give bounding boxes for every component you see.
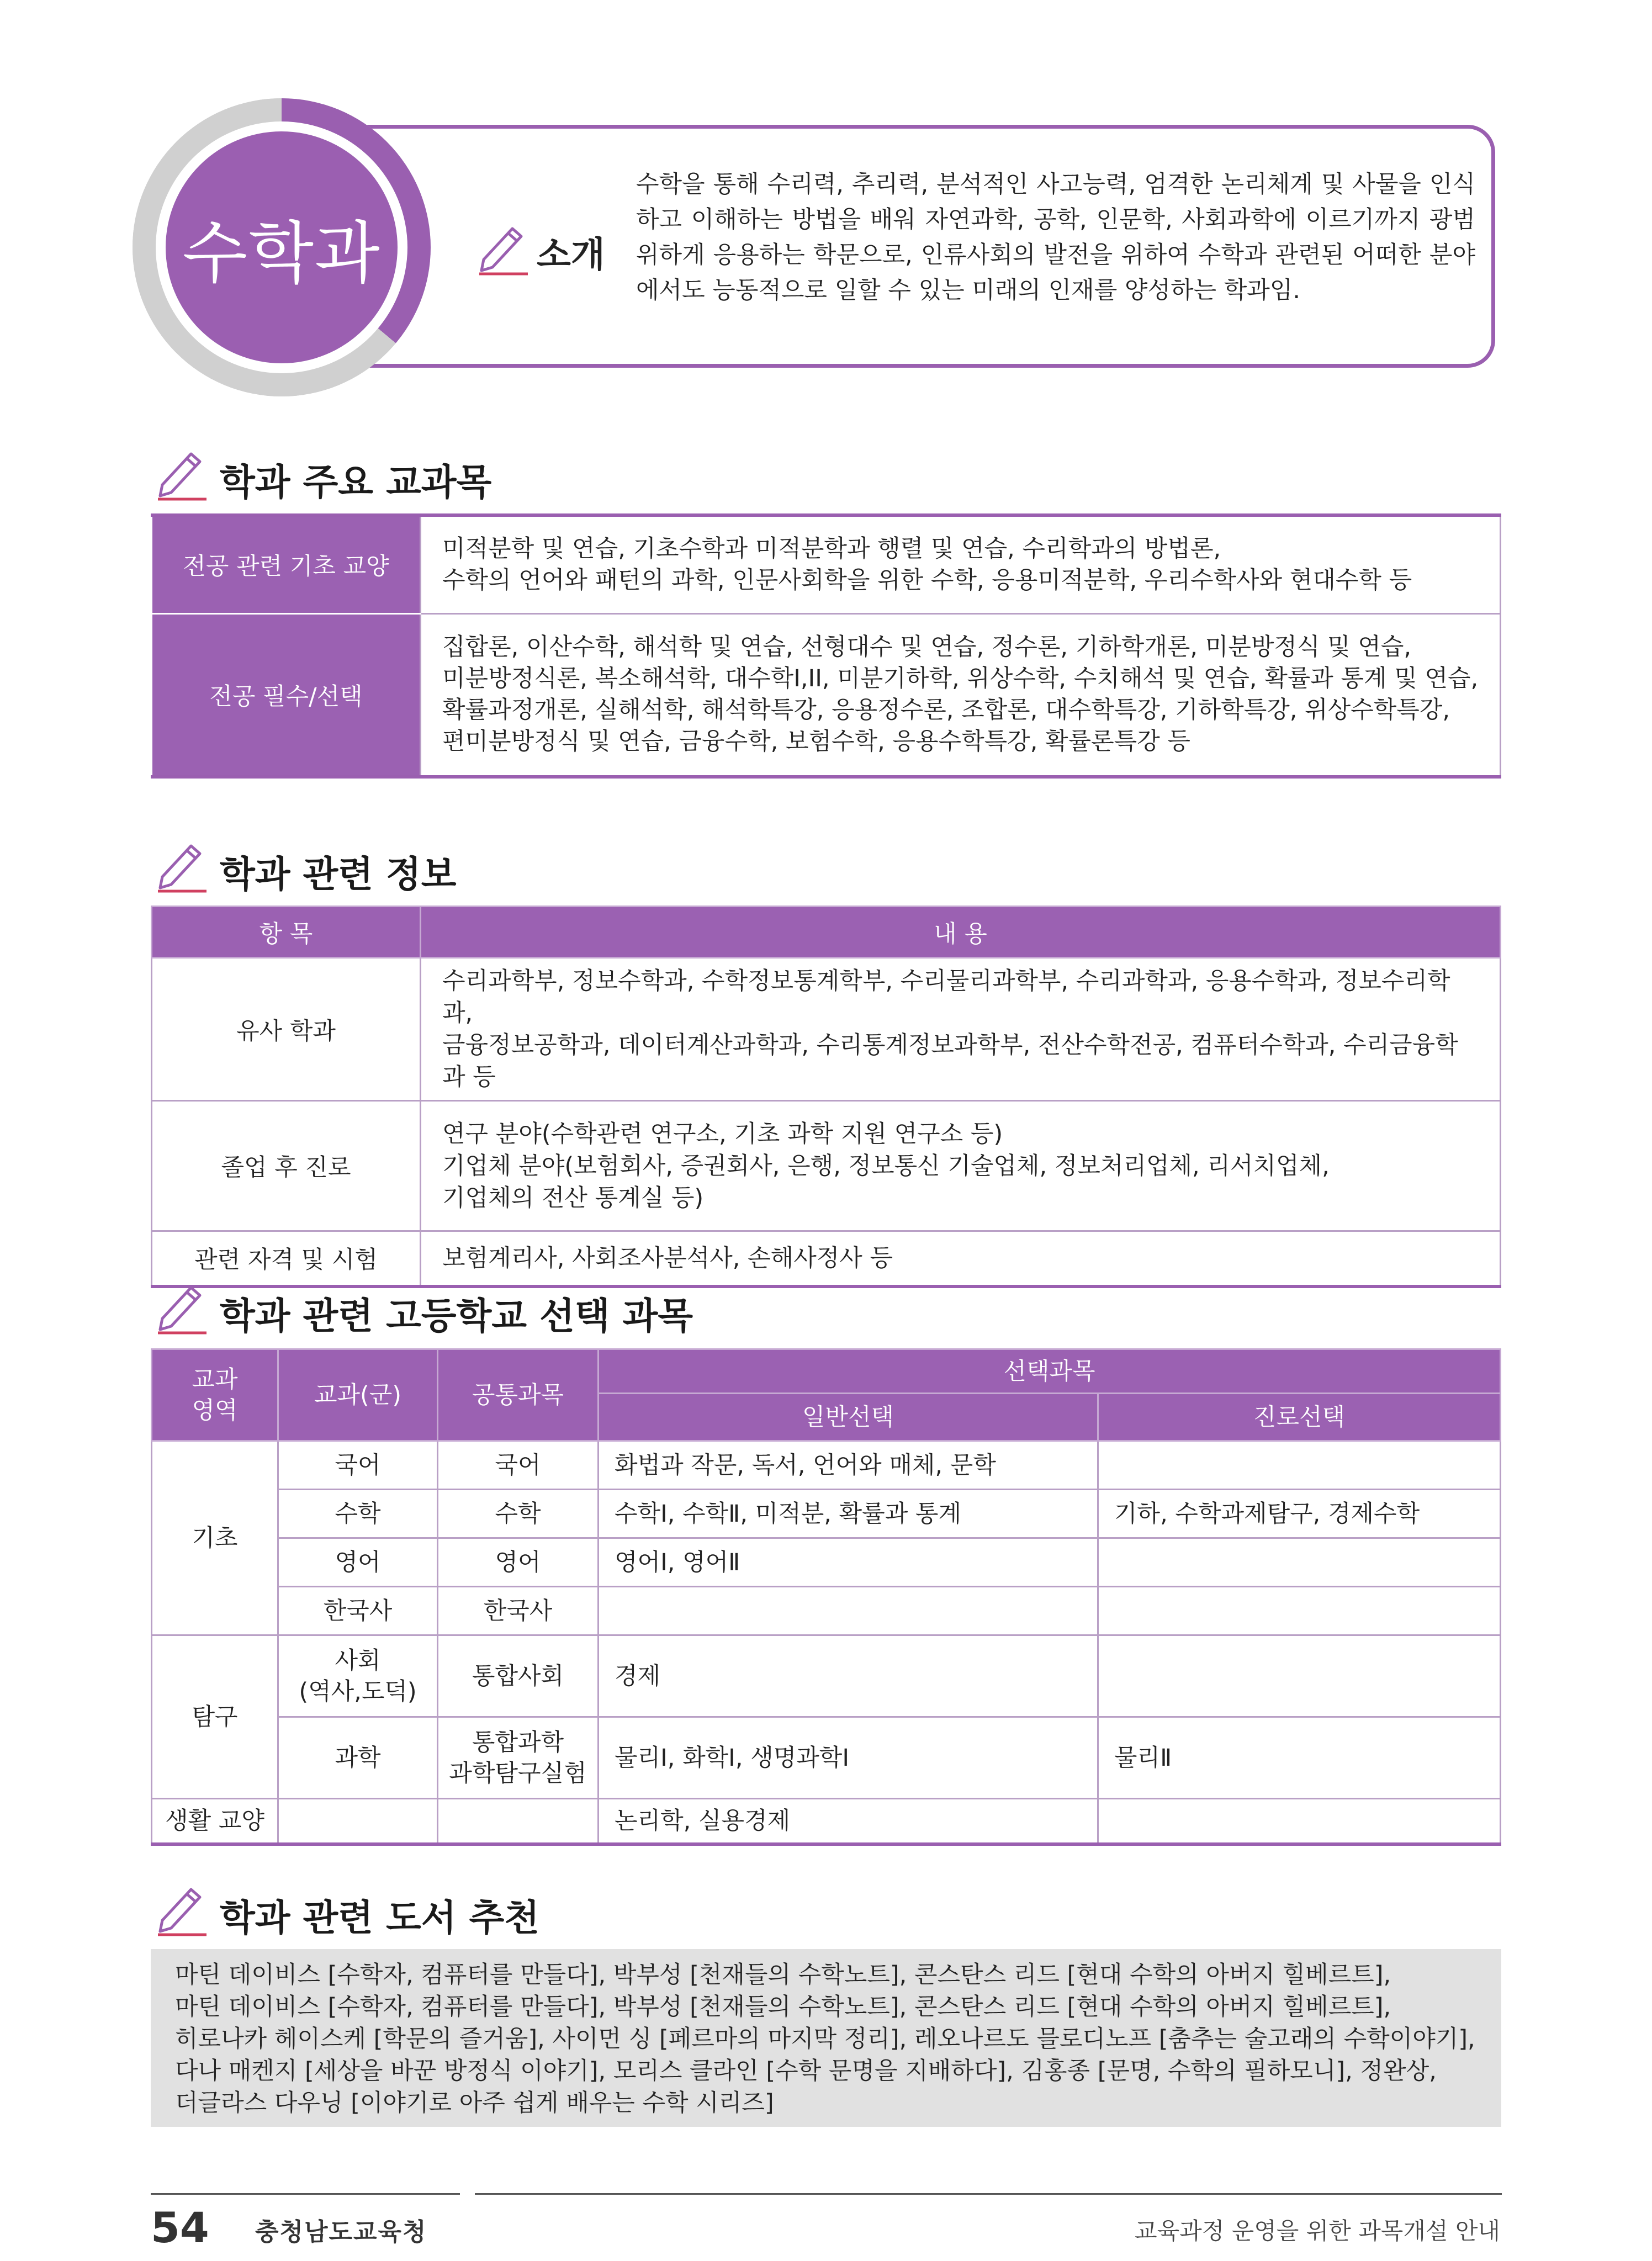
common-cell: 영어 bbox=[438, 1538, 599, 1587]
common-cell: 수학 bbox=[438, 1490, 599, 1538]
text-line: 연구 분야(수학관련 연구소, 기초 과학 지원 연구소 등) bbox=[442, 1120, 1003, 1148]
career-cell bbox=[1098, 1587, 1501, 1635]
header-content: 내 용 bbox=[421, 907, 1501, 958]
header-general: 일반선택 bbox=[599, 1394, 1098, 1441]
group-cell: 수학 bbox=[278, 1490, 438, 1538]
book-line: 다나 매켄지 [세상을 바꾼 방정식 이야기], 모리스 클라인 [수학 문명을 지배하다], 김홍종 [문명, 수학의 필하모니], 정완상, bbox=[175, 2057, 1437, 2085]
text-line: 미적분학 및 연습, 기초수학과 미적분학과 행렬 및 연습, 수리학과의 방법론, bbox=[442, 534, 1221, 563]
area-cell: 기초 bbox=[152, 1441, 278, 1635]
table-row bbox=[152, 1587, 1501, 1635]
career-cell: 물리Ⅱ bbox=[1098, 1717, 1501, 1799]
common-cell bbox=[438, 1717, 599, 1799]
area-cell: 탐구 bbox=[152, 1635, 278, 1799]
book-recommendations bbox=[151, 1949, 1501, 2127]
general-cell bbox=[599, 1587, 1098, 1635]
table-row bbox=[152, 1717, 1501, 1799]
text-line: 금융정보공학과, 데이터계산과학과, 수리통계정보과학부, 전산수학전공, 컴퓨터수학과, 수리금융학과 등 bbox=[442, 1031, 1458, 1091]
intro-label: 소개 bbox=[537, 235, 605, 276]
pencil-icon bbox=[152, 1275, 208, 1336]
pencil-icon bbox=[152, 834, 208, 894]
table-header-row bbox=[152, 907, 1501, 958]
table-header-row bbox=[152, 1349, 1501, 1394]
book-line: 더글라스 다우닝 [이야기로 아주 쉽게 배우는 수학 시리즈] bbox=[175, 2089, 774, 2117]
group-cell: 과학 bbox=[278, 1717, 438, 1799]
dept-info-table bbox=[151, 906, 1501, 1288]
text-line: 수학의 언어와 패턴의 과학, 인문사회학을 위한 수학, 응용미적분학, 우리수학사와 현대수학 등 bbox=[442, 566, 1412, 594]
intro-text: 수학을 통해 수리력, 추리력, 분석적인 사고능력, 엄격한 논리체계 및 사물을 인식하고 이해하는 방법을 배워 자연과학, 공학, 인문학, 사회과학에 이르기까지 광범위하게 응용하는 학문으로, 인류사회의 발전을 위하여 수학과 관련된 어떠한 분야에서도 능동적으로 일할 수 있는 미래의 인재를 양성하는 학과임. bbox=[636, 171, 1475, 304]
table-row bbox=[152, 1635, 1501, 1717]
career-cell bbox=[1098, 1799, 1501, 1844]
book-line: 히로나카 헤이스케 [학문의 즐거움], 사이먼 싱 [페르마의 마지막 정리], 레오나르도 믈로디노프 [춤추는 술고래의 수학이야기], bbox=[175, 2025, 1475, 2053]
group-cell bbox=[278, 1799, 438, 1844]
row-value bbox=[421, 515, 1501, 613]
cell-line: 과학탐구실험 bbox=[449, 1759, 587, 1787]
row-value bbox=[421, 1101, 1501, 1231]
row-label: 유사 학과 bbox=[152, 958, 421, 1101]
common-cell: 한국사 bbox=[438, 1587, 599, 1635]
text-line: 보험계리사, 사회조사분석사, 손해사정사 등 bbox=[442, 1244, 893, 1272]
group-cell: 한국사 bbox=[278, 1587, 438, 1635]
section-title-hs-subjects: 학과 관련 고등학교 선택 과목 bbox=[220, 1295, 693, 1337]
cell-line: (역사,도덕) bbox=[299, 1677, 417, 1706]
header-group: 교과(군) bbox=[278, 1349, 438, 1441]
header-text: 영역 bbox=[192, 1396, 238, 1425]
group-cell: 영어 bbox=[278, 1538, 438, 1587]
footer-divider bbox=[151, 2193, 460, 2195]
row-value bbox=[421, 1231, 1501, 1286]
common-cell: 통합사회 bbox=[438, 1635, 599, 1717]
book-line: 마틴 데이비스 [수학자, 컴퓨터를 만들다], 박부성 [천재들의 수학노트], 콘스탄스 리드 [현대 수학의 아버지 힐베르트], bbox=[175, 1961, 1391, 1989]
guide-title: 교육과정 운영을 위한 과목개설 안내 bbox=[1135, 2217, 1500, 2244]
row-label: 전공 관련 기초 교양 bbox=[152, 515, 421, 613]
pencil-icon bbox=[152, 442, 208, 502]
group-cell: 국어 bbox=[278, 1441, 438, 1490]
header-elective: 선택과목 bbox=[599, 1349, 1501, 1394]
row-label: 졸업 후 진로 bbox=[152, 1101, 421, 1231]
dept-title: 수학과 bbox=[182, 214, 381, 293]
cell-line: 통합과학 bbox=[472, 1728, 564, 1756]
book-line: 마틴 데이비스 [수학자, 컴퓨터를 만들다], 박부성 [천재들의 수학노트], 콘스탄스 리드 [현대 수학의 아버지 힐베르트], bbox=[175, 1993, 1391, 2021]
general-cell: 경제 bbox=[599, 1635, 1098, 1717]
header-career: 진로선택 bbox=[1098, 1394, 1501, 1441]
table-row bbox=[152, 1101, 1501, 1231]
dept-title-badge bbox=[166, 131, 398, 363]
header-area bbox=[152, 1349, 278, 1441]
general-cell: 수학Ⅰ, 수학Ⅱ, 미적분, 확률과 통계 bbox=[599, 1490, 1098, 1538]
table-row bbox=[152, 613, 1501, 777]
row-label: 관련 자격 및 시험 bbox=[152, 1231, 421, 1286]
section-title-major-courses: 학과 주요 교과목 bbox=[220, 461, 492, 504]
common-cell: 국어 bbox=[438, 1441, 599, 1490]
pencil-icon bbox=[152, 1877, 208, 1938]
table-row bbox=[152, 1441, 1501, 1490]
header-item: 항 목 bbox=[152, 907, 421, 958]
page-number: 54 bbox=[151, 2203, 209, 2252]
text-line: 기업체 분야(보험회사, 증권회사, 은행, 정보통신 기술업체, 정보처리업체, 리서치업체, bbox=[442, 1152, 1330, 1180]
text-line: 수리과학부, 정보수학과, 수학정보통계학부, 수리물리과학부, 수리과학과, 응용수학과, 정보수리학과, bbox=[442, 967, 1450, 1027]
table-row bbox=[152, 1799, 1501, 1844]
major-courses-table bbox=[151, 513, 1501, 779]
text-line: 기업체의 전산 통계실 등) bbox=[442, 1184, 704, 1212]
career-cell bbox=[1098, 1441, 1501, 1490]
career-cell bbox=[1098, 1635, 1501, 1717]
general-cell: 논리학, 실용경제 bbox=[599, 1799, 1098, 1844]
general-cell: 물리Ⅰ, 화학Ⅰ, 생명과학Ⅰ bbox=[599, 1717, 1098, 1799]
table-row bbox=[152, 1490, 1501, 1538]
text-line: 편미분방정식 및 연습, 금융수학, 보험수학, 응용수학특강, 확률론특강 등 bbox=[442, 728, 1190, 756]
text-line: 확률과정개론, 실해석학, 해석학특강, 응용정수론, 조합론, 대수학특강, 기하학특강, 위상수학특강, bbox=[442, 696, 1450, 724]
row-label: 전공 필수/선택 bbox=[152, 613, 421, 777]
general-cell: 영어Ⅰ, 영어Ⅱ bbox=[599, 1538, 1098, 1587]
section-title-books: 학과 관련 도서 추천 bbox=[220, 1897, 539, 1939]
area-cell: 생활 교양 bbox=[152, 1799, 278, 1844]
common-cell bbox=[438, 1799, 599, 1844]
text-line: 미분방정식론, 복소해석학, 대수학I,II, 미분기하학, 위상수학, 수치해석 및 연습, 확률과 통계 및 연습, bbox=[442, 665, 1479, 693]
table-row bbox=[152, 958, 1501, 1101]
general-cell: 화법과 작문, 독서, 언어와 매체, 문학 bbox=[599, 1441, 1098, 1490]
hs-subjects-table bbox=[151, 1348, 1501, 1846]
cell-line: 사회 bbox=[335, 1646, 381, 1675]
footer-divider bbox=[475, 2193, 1502, 2195]
header-text: 교과 bbox=[192, 1365, 238, 1394]
career-cell: 기하, 수학과제탐구, 경제수학 bbox=[1098, 1490, 1501, 1538]
section-title-dept-info: 학과 관련 정보 bbox=[220, 853, 457, 896]
header-common: 공통과목 bbox=[438, 1349, 599, 1441]
career-cell bbox=[1098, 1538, 1501, 1587]
office-name: 충청남도교육청 bbox=[255, 2218, 427, 2246]
group-cell bbox=[278, 1635, 438, 1717]
pencil-icon bbox=[474, 216, 529, 277]
table-row bbox=[152, 1231, 1501, 1286]
row-value bbox=[421, 958, 1501, 1101]
table-row bbox=[152, 515, 1501, 613]
row-value bbox=[421, 613, 1501, 777]
text-line: 집합론, 이산수학, 해석학 및 연습, 선형대수 및 연습, 정수론, 기하학개론, 미분방정식 및 연습, bbox=[442, 633, 1412, 661]
table-row bbox=[152, 1538, 1501, 1587]
